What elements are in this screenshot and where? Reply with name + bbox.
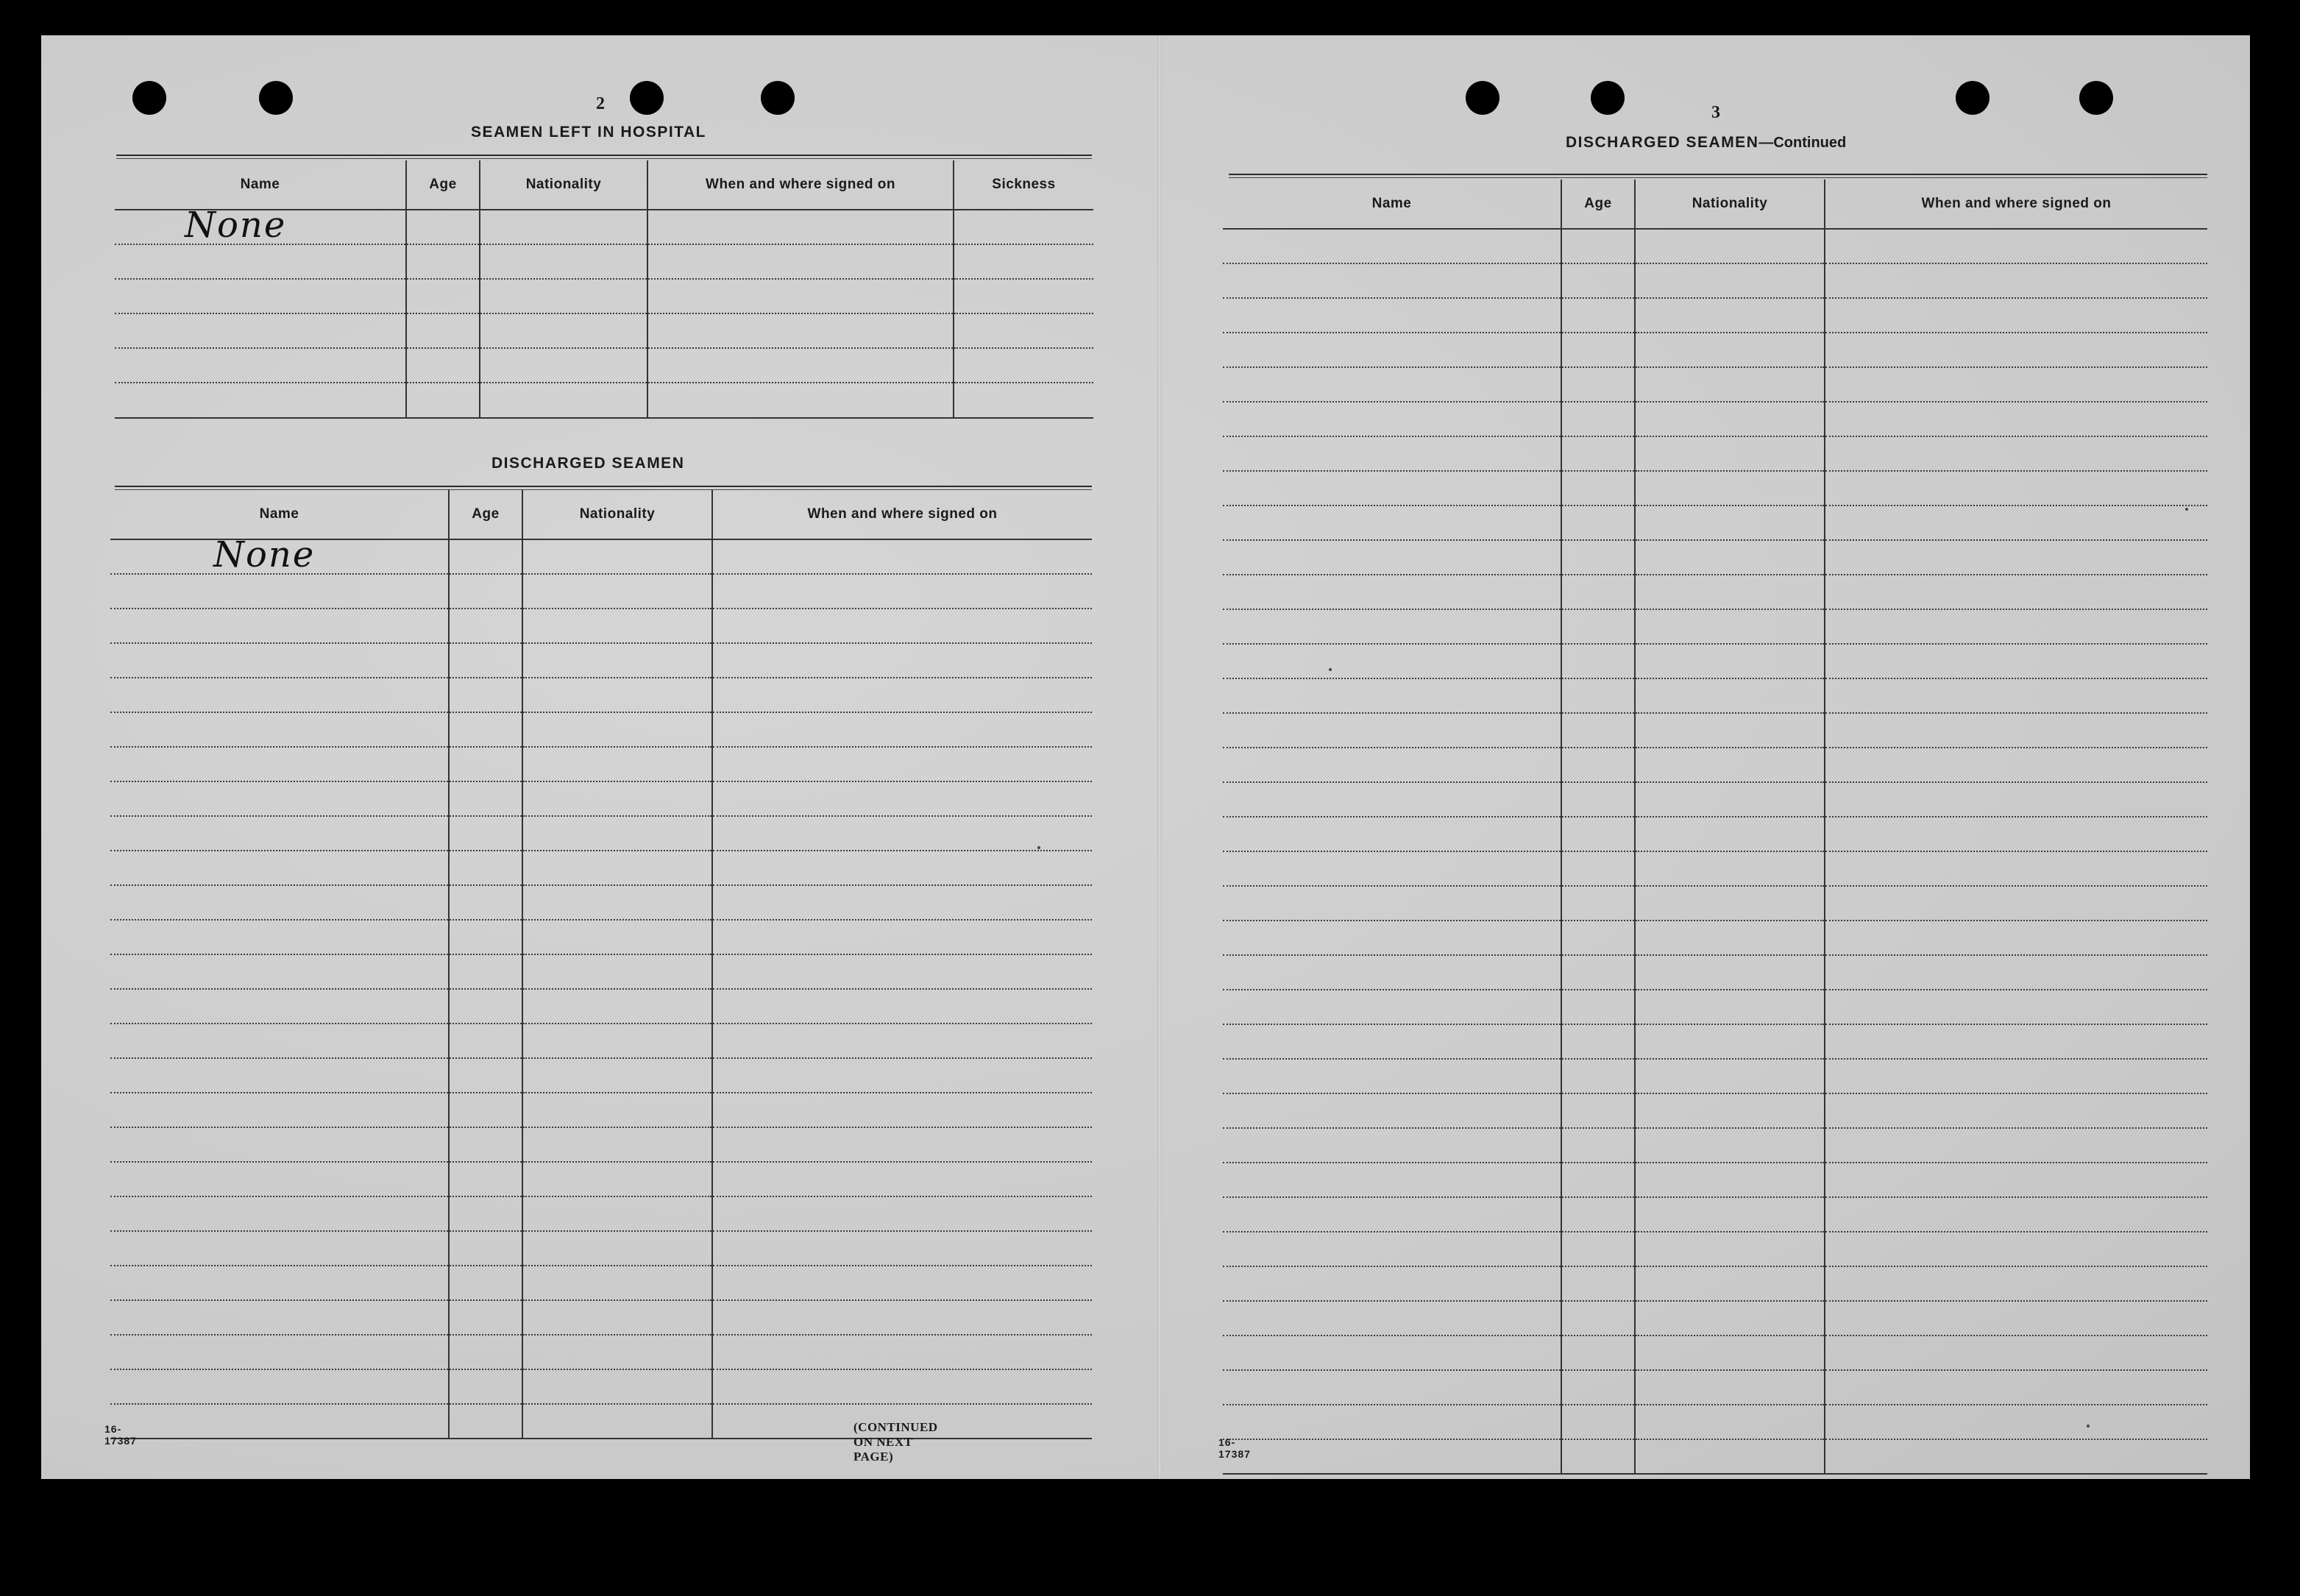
table-row (1223, 1266, 2207, 1301)
table-row (110, 1335, 1092, 1369)
table-row (110, 851, 1092, 885)
table-row (1223, 436, 2207, 471)
page-number: 3 (1711, 103, 1720, 122)
page-fold (1157, 35, 1162, 1479)
table-row (110, 1024, 1092, 1058)
table-row (1223, 851, 2207, 886)
table-row (1223, 333, 2207, 367)
continued-note: (CONTINUED ON NEXT PAGE) (853, 1420, 938, 1464)
hospital-table (115, 160, 1093, 419)
table-row (1223, 575, 2207, 609)
table-row (110, 1196, 1092, 1231)
table-row (115, 348, 1093, 383)
table-row (1223, 678, 2207, 713)
table-row (110, 1266, 1092, 1300)
table-row (1223, 1024, 2207, 1059)
punch-hole (2079, 81, 2113, 115)
table-row (1223, 402, 2207, 436)
column-header-age: Age (449, 490, 522, 539)
form-code: 16-17387 (104, 1423, 137, 1447)
punch-hole (1466, 81, 1499, 115)
table-header-row (1223, 180, 2207, 229)
table-row (110, 1058, 1092, 1093)
title-main: DISCHARGED SEAMEN (1566, 134, 1759, 151)
scan-speck (2087, 1425, 2090, 1427)
table-row (110, 885, 1092, 920)
form-code: 16-17387 (1218, 1436, 1251, 1460)
title-suffix: —Continued (1758, 135, 1847, 151)
table-row (110, 1127, 1092, 1162)
table-row (1223, 1370, 2207, 1405)
table-row (110, 643, 1092, 678)
table-row (115, 313, 1093, 348)
table-row (1223, 367, 2207, 402)
discharged-section-title: DISCHARGED SEAMEN (491, 455, 685, 472)
table-row (110, 1369, 1092, 1404)
table-row (110, 747, 1092, 781)
table-row (1223, 263, 2207, 298)
table-row (1223, 713, 2207, 748)
table-row (1223, 506, 2207, 540)
table-row (110, 816, 1092, 851)
title-rule (116, 155, 1092, 159)
table-row (1223, 644, 2207, 678)
table-header-row (115, 160, 1093, 210)
table-row (110, 539, 1092, 574)
table-row (1223, 1128, 2207, 1163)
punch-hole (761, 81, 795, 115)
punch-hole (630, 81, 664, 115)
table-row (1223, 1093, 2207, 1128)
table-row (1223, 1232, 2207, 1266)
document-sheet (41, 35, 2250, 1479)
table-row (110, 609, 1092, 643)
scan-speck (1329, 668, 1332, 671)
column-header-name: Name (115, 160, 406, 210)
punch-hole (1956, 81, 1990, 115)
table-row (1223, 1197, 2207, 1232)
table-row (115, 244, 1093, 279)
hospital-section-title: SEAMEN LEFT IN HOSPITAL (471, 124, 706, 141)
handwritten-entry: None (185, 205, 287, 246)
table-row (1223, 609, 2207, 644)
table-row (1223, 471, 2207, 506)
table-row (110, 1093, 1092, 1127)
table-row (1223, 1163, 2207, 1197)
table-row (110, 920, 1092, 954)
punch-hole (1591, 81, 1625, 115)
table-row (110, 1231, 1092, 1266)
table-row (1223, 886, 2207, 921)
table-row (110, 1300, 1092, 1335)
punch-hole (132, 81, 166, 115)
table-row (1223, 1439, 2207, 1474)
title-rule (1229, 174, 2207, 178)
table-row (110, 678, 1092, 712)
table-row (110, 989, 1092, 1024)
column-header-nationality: Nationality (480, 160, 647, 210)
scan-speck (2185, 508, 2188, 511)
page-number: 2 (596, 94, 605, 113)
table-row (1223, 817, 2207, 851)
table-row (115, 383, 1093, 418)
table-row (110, 574, 1092, 609)
column-header-nationality: Nationality (522, 490, 712, 539)
table-row (115, 210, 1093, 244)
table-row (1223, 540, 2207, 575)
table-row (1223, 298, 2207, 333)
table-row (1223, 921, 2207, 955)
table-row (1223, 782, 2207, 817)
table-header-row (110, 490, 1092, 539)
column-header-name: Name (110, 490, 449, 539)
table-row (110, 781, 1092, 816)
discharged-table (110, 490, 1092, 1439)
column-header-age: Age (406, 160, 480, 210)
table-row (1223, 955, 2207, 990)
table-row (1223, 1336, 2207, 1370)
table-row (1223, 748, 2207, 782)
handwritten-entry: None (213, 534, 316, 575)
column-header-signed-on: When and where signed on (1825, 180, 2207, 229)
discharged-continued-title (1566, 134, 1846, 152)
column-header-age: Age (1561, 180, 1635, 229)
table-row (110, 1404, 1092, 1439)
column-header-sickness: Sickness (954, 160, 1093, 210)
discharged-continued-table (1223, 180, 2207, 1475)
table-row (110, 712, 1092, 747)
scan-speck (1037, 846, 1040, 849)
punch-hole (259, 81, 293, 115)
column-header-signed-on: When and where signed on (647, 160, 954, 210)
table-row (1223, 1059, 2207, 1093)
table-row (1223, 1405, 2207, 1439)
table-row (1223, 1301, 2207, 1336)
column-header-nationality: Nationality (1635, 180, 1825, 229)
column-header-signed-on: When and where signed on (712, 490, 1092, 539)
column-header-name: Name (1223, 180, 1561, 229)
table-row (110, 954, 1092, 989)
table-row (1223, 990, 2207, 1024)
table-row (115, 279, 1093, 313)
table-row (1223, 229, 2207, 263)
table-row (110, 1162, 1092, 1196)
